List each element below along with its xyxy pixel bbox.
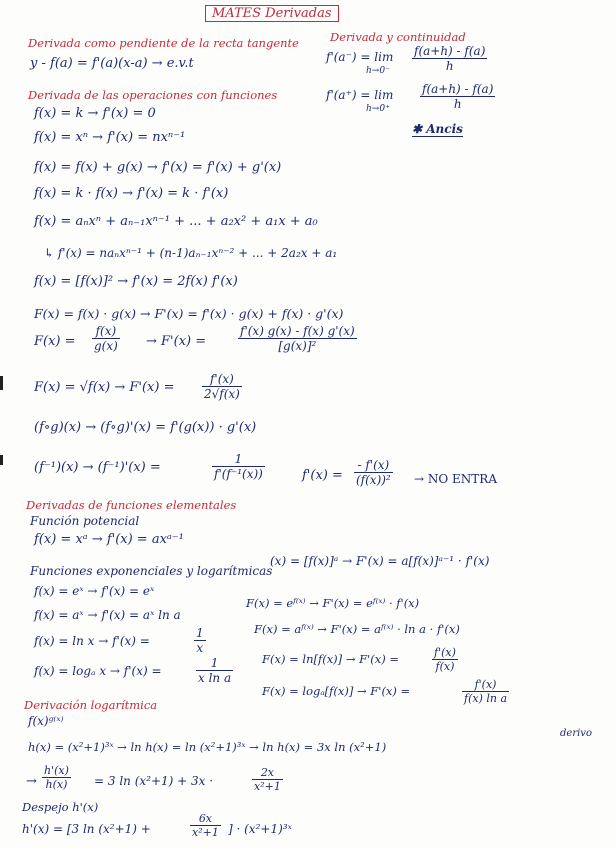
no-entra: → NO ENTRA [414,472,497,486]
sqrt-frac-num: f'(x) [202,372,242,387]
ln-frac-den: x [196,641,204,655]
cont-lim-1: h→0⁻ [366,66,390,76]
page-title: MATES Derivadas [205,6,339,21]
log-fg: f(x)ᵍ⁽ˣ⁾ [28,714,64,728]
quot-frac-right [238,324,357,353]
exp-rule: f(x) = eˣ → f'(x) = eˣ [34,584,155,598]
cont-note: ✱ Ancis [412,122,463,136]
cont-frac-2-num: f(a+h) - f(a) [422,82,494,96]
cont-lhs-2: f'(a⁺) = lim [326,88,394,102]
ln-composite: F(x) = ln[f(x)] → F'(x) = [262,652,399,666]
ln-rule: f(x) = ln x → f'(x) = [34,634,150,648]
log-diff-frac-num: h'(x) [44,764,69,777]
heading-log-diff: Derivación logarítmica [24,698,158,712]
heading-tangent: Derivada como pendiente de la recta tangente [28,36,299,50]
recip-frac-den: (f(x))² [356,473,391,487]
inverse-frac-num: 1 [212,452,265,467]
recip-frac-num: - f'(x) [354,458,393,473]
log-rule: f(x) = logₐ x → f'(x) = [34,664,162,678]
ln-composite-frac-num: f'(x) [434,646,456,659]
log-diff-step-2: = 3 ln (x²+1) + 3x · [94,774,214,788]
quot-arrow: → F'(x) = [146,334,207,349]
op-rule-6: ↳ f'(x) = naₙxⁿ⁻¹ + (n-1)aₙ₋₁xⁿ⁻² + ... + 2a₂x + a₁ [44,246,338,260]
cont-frac-2 [420,82,495,111]
composition-rule: (f∘g)(x) → (f∘g)'(x) = f'(g(x)) · g'(x) [34,420,257,435]
log-diff-frac-2-num: 2x [252,766,283,780]
sqrt-lhs: F(x) = √f(x) → F'(x) = [34,380,175,395]
exp-composite: F(x) = eᶠ⁽ˣ⁾ → F'(x) = eᶠ⁽ˣ⁾ · f'(x) [246,596,420,610]
op-rule-1: f(x) = k → f'(x) = 0 [34,106,156,121]
op-rule-7: f(x) = [f(x)]² → f'(x) = 2f(x) f'(x) [34,274,238,289]
expa-composite: F(x) = aᶠ⁽ˣ⁾ → F'(x) = aᶠ⁽ˣ⁾ · ln a · f'(x) [254,622,460,636]
potential-composite: (x) = [f(x)]ᵃ → F'(x) = a[f(x)]ᵃ⁻¹ · f'(x) [270,554,490,568]
ln-frac [194,626,206,655]
quot-frac-left-den: g(x) [94,339,118,353]
quot-frac-right-den: [g(x)]² [278,339,317,353]
quot-frac-right-num: f'(x) g(x) - f(x) g'(x) [240,324,355,338]
op-rule-5: f(x) = aₙxⁿ + aₙ₋₁xⁿ⁻¹ + ... + a₂x² + a₁x + a₀ [34,214,318,229]
recip-frac [354,458,393,487]
heading-operations: Derivada de las operaciones con funciones [28,88,278,102]
cont-frac-1-num: f(a+h) - f(a) [414,44,486,58]
quot-frac-left-num: f(x) [92,324,120,339]
derivo-label: derivo [560,728,592,739]
ln-frac-num: 1 [196,626,204,640]
cont-frac-1 [412,44,487,73]
log-composite: F(x) = logₐ[f(x)] → F'(x) = [262,684,411,698]
log-diff-arrow: → [26,774,37,789]
log-composite-frac-den: f(x) ln a [464,692,508,705]
op-rule-3: f(x) = f(x) + g(x) → f'(x) = f'(x) + g'(x) [34,160,282,175]
log-composite-frac [462,678,509,705]
cont-frac-2-den: h [453,97,462,111]
log-diff-frac [42,764,71,791]
heading-continuity: Derivada y continuidad [330,30,466,44]
heading-potential: Función potencial [30,514,140,528]
expa-rule: f(x) = aˣ → f'(x) = aˣ ln a [34,608,181,622]
log-frac-den: x ln a [198,671,232,685]
final-frac-den: x²+1 [192,826,219,839]
log-diff-frac-2 [252,766,283,793]
sqrt-frac-den: 2√f(x) [204,387,240,401]
ln-composite-frac-den: f(x) [435,660,455,673]
inverse-frac [212,452,265,481]
potential-rule: f(x) = xᵃ → f'(x) = axᵃ⁻¹ [34,532,184,547]
inverse-lhs: (f⁻¹)(x) → (f⁻¹)'(x) = [34,460,161,475]
log-frac-num: 1 [196,656,233,671]
tangent-line-formula: y - f(a) = f'(a)(x-a) → e.v.t [30,56,194,71]
op-rule-2: f(x) = xⁿ → f'(x) = nxⁿ⁻¹ [34,130,186,145]
final-result-lhs: h'(x) = [3 ln (x²+1) + [22,822,151,836]
quot-frac-left [92,324,120,353]
log-diff-frac-2-den: x²+1 [254,780,281,793]
log-composite-frac-num: f'(x) [462,678,509,692]
op-rule-8: F(x) = f(x) · g(x) → F'(x) = f'(x) · g(x) + f(x) · g'(x) [34,306,344,321]
quot-lhs: F(x) = [34,334,76,349]
cont-lim-2: h→0⁺ [366,104,390,114]
final-result-rhs: ] · (x²+1)³ˣ [228,822,292,836]
margin-mark-2 [0,455,3,465]
heading-explog: Funciones exponenciales y logarítmicas [30,564,273,578]
sqrt-frac [202,372,242,401]
op-rule-4: f(x) = k · f(x) → f'(x) = k · f'(x) [34,186,229,201]
log-frac [196,656,233,685]
margin-mark-1 [0,376,3,390]
recip-lhs: f'(x) = [302,468,343,483]
log-diff-frac-den: h(x) [45,778,68,791]
ln-composite-frac [432,646,458,673]
despejo-label: Despejo h'(x) [22,800,99,814]
final-frac-num: 6x [190,812,221,826]
log-diff-step-1: h(x) = (x²+1)³ˣ → ln h(x) = ln (x²+1)³ˣ → ln h(x) = 3x ln (x²+1) [28,740,387,754]
cont-lhs-1: f'(a⁻) = lim [326,50,394,64]
final-frac [190,812,221,839]
inverse-frac-den: f'(f⁻¹(x)) [214,467,263,481]
heading-elementary: Derivadas de funciones elementales [26,498,237,512]
cont-frac-1-den: h [445,59,454,73]
